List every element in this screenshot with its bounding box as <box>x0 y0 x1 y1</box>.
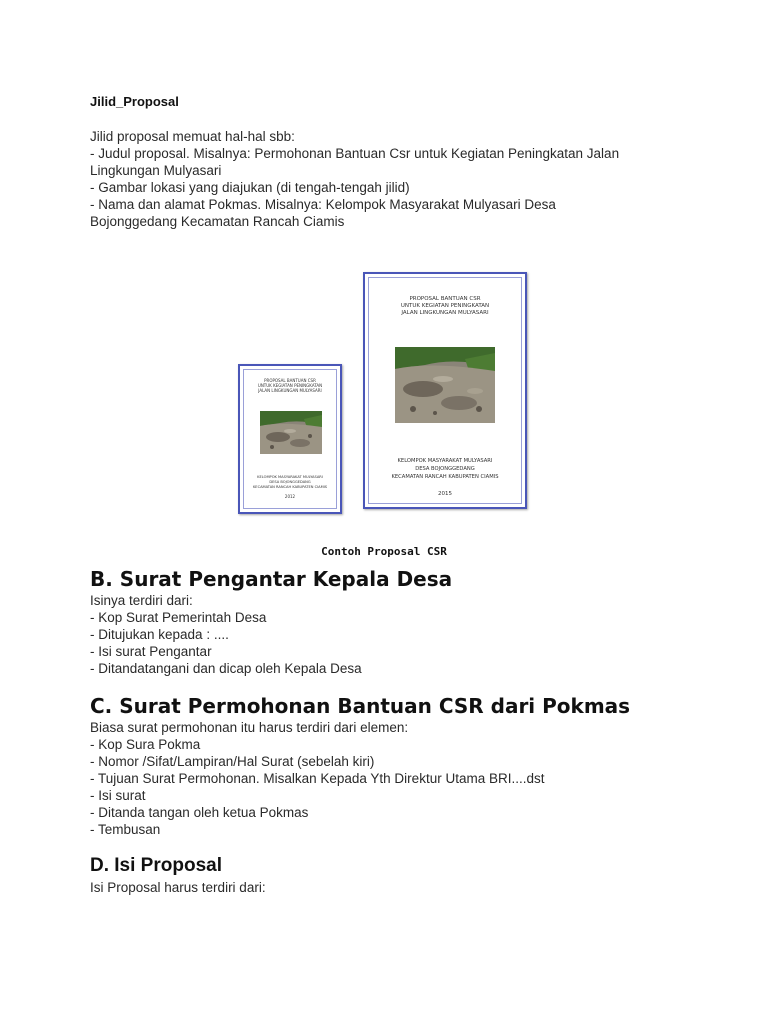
small-cover-title: PROPOSAL BANTUAN CSR UNTUK KEGIATAN PENINGKATAN JALAN LINGKUNGAN MULYASARI <box>257 378 323 393</box>
jilid-paragraph <box>90 128 619 230</box>
list-item: - Isi surat Pengantar <box>90 644 212 659</box>
jilid-heading: Jilid_Proposal <box>90 94 179 109</box>
section-c-intro: Biasa surat permohonan itu harus terdiri dari elemen: <box>90 720 409 735</box>
large-cover-title: PROPOSAL BANTUAN CSR UNTUK KEGIATAN PENINGKATAN JALAN LINGKUNGAN MULYASARI <box>400 296 490 316</box>
list-item: - Kop Sura Pokma <box>90 737 201 752</box>
list-item: - Tembusan <box>90 822 161 837</box>
list-item: - Ditanda tangan oleh ketua Pokmas <box>90 805 309 820</box>
proposal-cover-figure <box>238 272 528 517</box>
list-item: - Ditujukan kepada : .... <box>90 627 229 642</box>
section-c-list <box>90 719 544 838</box>
list-item: - Ditandatangani dan dicap oleh Kepala Desa <box>90 661 362 676</box>
section-d-heading: D. Isi Proposal <box>90 855 222 876</box>
section-b-intro: Isinya terdiri dari: <box>90 593 193 608</box>
jilid-item: - Judul proposal. Misalnya: Permohonan Bantuan Csr untuk Kegiatan Peningkatan Jalan <box>90 146 620 161</box>
section-b-heading: B. Surat Pengantar Kepala Desa <box>90 567 453 591</box>
small-cover-organization: KELOMPOK MASYARAKAT MULYASARI DESA BOJONGGEDANG KECAMATAN RANCAH KABUPATEN CIAMIS <box>252 475 328 489</box>
jilid-intro: Jilid proposal memuat hal-hal sbb: <box>90 129 295 144</box>
jilid-item: - Nama dan alamat Pokmas. Misalnya: Kelompok Masyarakat Mulyasari Desa <box>90 197 556 212</box>
section-d-paragraph <box>90 879 266 896</box>
large-cover-organization: KELOMPOK MASYARAKAT MULYASARI DESA BOJONGGEDANG KECAMATAN RANCAH KABUPATEN CIAMIS <box>391 458 499 480</box>
jilid-item: - Gambar lokasi yang diajukan (di tengah-tengah jilid) <box>90 180 410 195</box>
list-item: - Kop Surat Pemerintah Desa <box>90 610 267 625</box>
list-item: - Isi surat <box>90 788 146 803</box>
jilid-item: Bojonggedang Kecamatan Rancah Ciamis <box>90 214 345 229</box>
small-proposal-cover <box>238 364 342 514</box>
jilid-item: Lingkungan Mulyasari <box>90 163 222 178</box>
large-cover-year: 2015 <box>438 491 452 497</box>
section-b-list <box>90 592 362 677</box>
section-c-heading: C. Surat Permohonan Bantuan CSR dari Pokmas <box>90 694 631 718</box>
small-cover-year: 2012 <box>284 494 296 499</box>
list-item: - Nomor /Sifat/Lampiran/Hal Surat (sebelah kiri) <box>90 754 375 769</box>
list-item: - Tujuan Surat Permohonan. Misalkan Kepada Yth Direktur Utama BRI....dst <box>90 771 545 786</box>
section-d-intro: Isi Proposal harus terdiri dari: <box>90 880 266 895</box>
large-proposal-cover <box>363 272 527 509</box>
road-photo <box>260 411 322 454</box>
figure-caption: Contoh Proposal CSR <box>321 545 447 558</box>
road-photo <box>395 347 495 423</box>
